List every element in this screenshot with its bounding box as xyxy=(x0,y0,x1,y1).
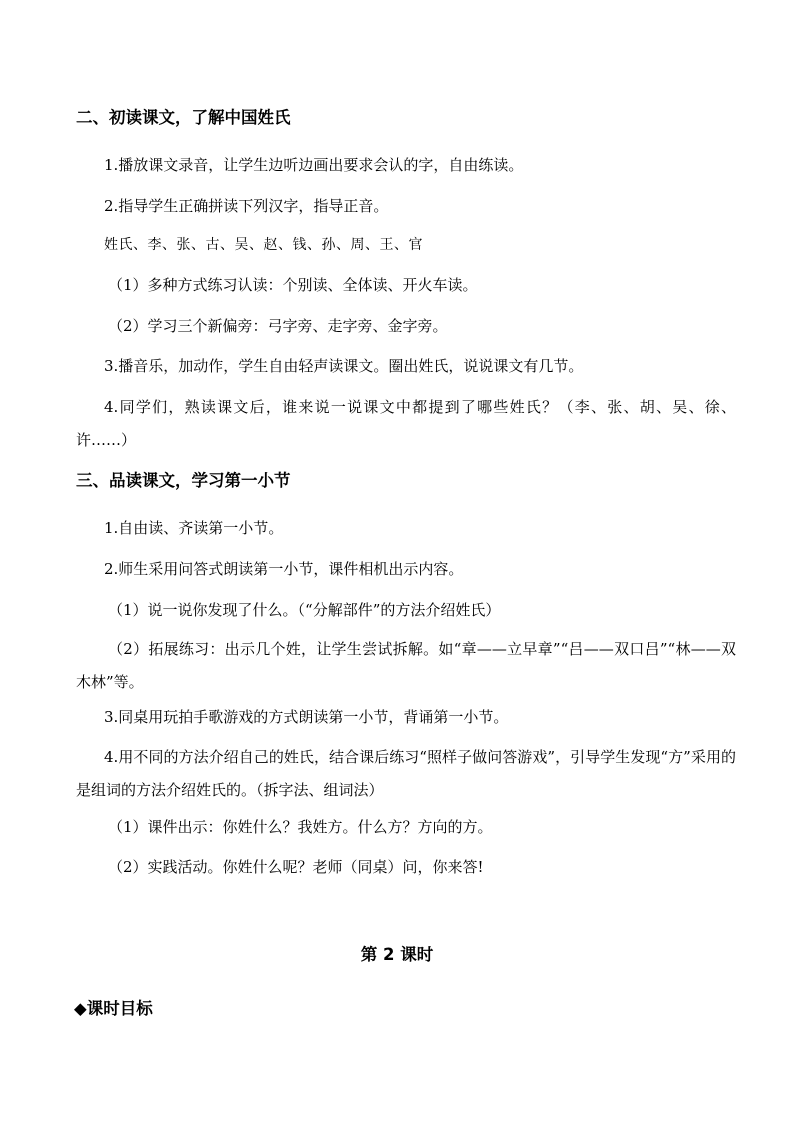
objectives-heading: ◆课时目标 xyxy=(74,999,153,1018)
paragraph: 2.师生采用问答式朗读第一小节，课件相机出示内容。 xyxy=(104,560,464,578)
sub-paragraph-wrapped: （2）拓展练习：出示几个姓，让学生尝试拆解。如“章——立早章”“吕——双口吕”“林——双木林”等。 xyxy=(76,640,736,691)
paragraph: 3.播音乐，加动作，学生自由轻声读课文。圈出姓氏，说说课文有几节。 xyxy=(104,357,584,375)
lesson-title: 第 2 课时 xyxy=(360,945,434,964)
paragraph-wrapped: 4.用不同的方法介绍自己的姓氏，结合课后练习“照样子做问答游戏”，引导学生发现“方”采用的是组词的方法介绍姓氏的。（拆字法、组词法） xyxy=(76,748,736,799)
paragraph: 1.播放课文录音，让学生边听边画出要求会认的字，自由练读。 xyxy=(104,156,524,174)
section-heading-3: 三、品读课文，学习第一小节 xyxy=(76,471,291,490)
paragraph: 2.指导学生正确拼读下列汉字，指导正音。 xyxy=(104,197,389,215)
sub-paragraph: （1）课件出示：你姓什么？我姓方。什么方？方向的方。 xyxy=(108,818,493,836)
sub-paragraph: （2）实践活动。你姓什么呢？老师（同桌）问，你来答! xyxy=(108,858,484,876)
paragraph: 1.自由读、齐读第一小节。 xyxy=(104,519,284,537)
paragraph-wrapped: 4.同学们，熟读课文后，谁来说一说课文中都提到了哪些姓氏？（李、张、胡、吴、徐、许……） xyxy=(76,398,736,449)
sub-paragraph: （1）多种方式练习认读：个别读、全体读、开火车读。 xyxy=(108,276,478,294)
section-heading-2: 二、初读课文，了解中国姓氏 xyxy=(76,108,291,127)
sub-paragraph: （2）学习三个新偏旁：弓字旁、走字旁、金字旁。 xyxy=(108,317,448,335)
paragraph: 3.同桌用玩拍手歌游戏的方式朗读第一小节，背诵第一小节。 xyxy=(104,708,509,726)
character-list: 姓氏、李、张、古、吴、赵、钱、孙、周、王、官 xyxy=(104,237,423,253)
sub-paragraph: （1）说一说你发现了什么。（“分解部件”的方法介绍姓氏） xyxy=(108,601,501,619)
